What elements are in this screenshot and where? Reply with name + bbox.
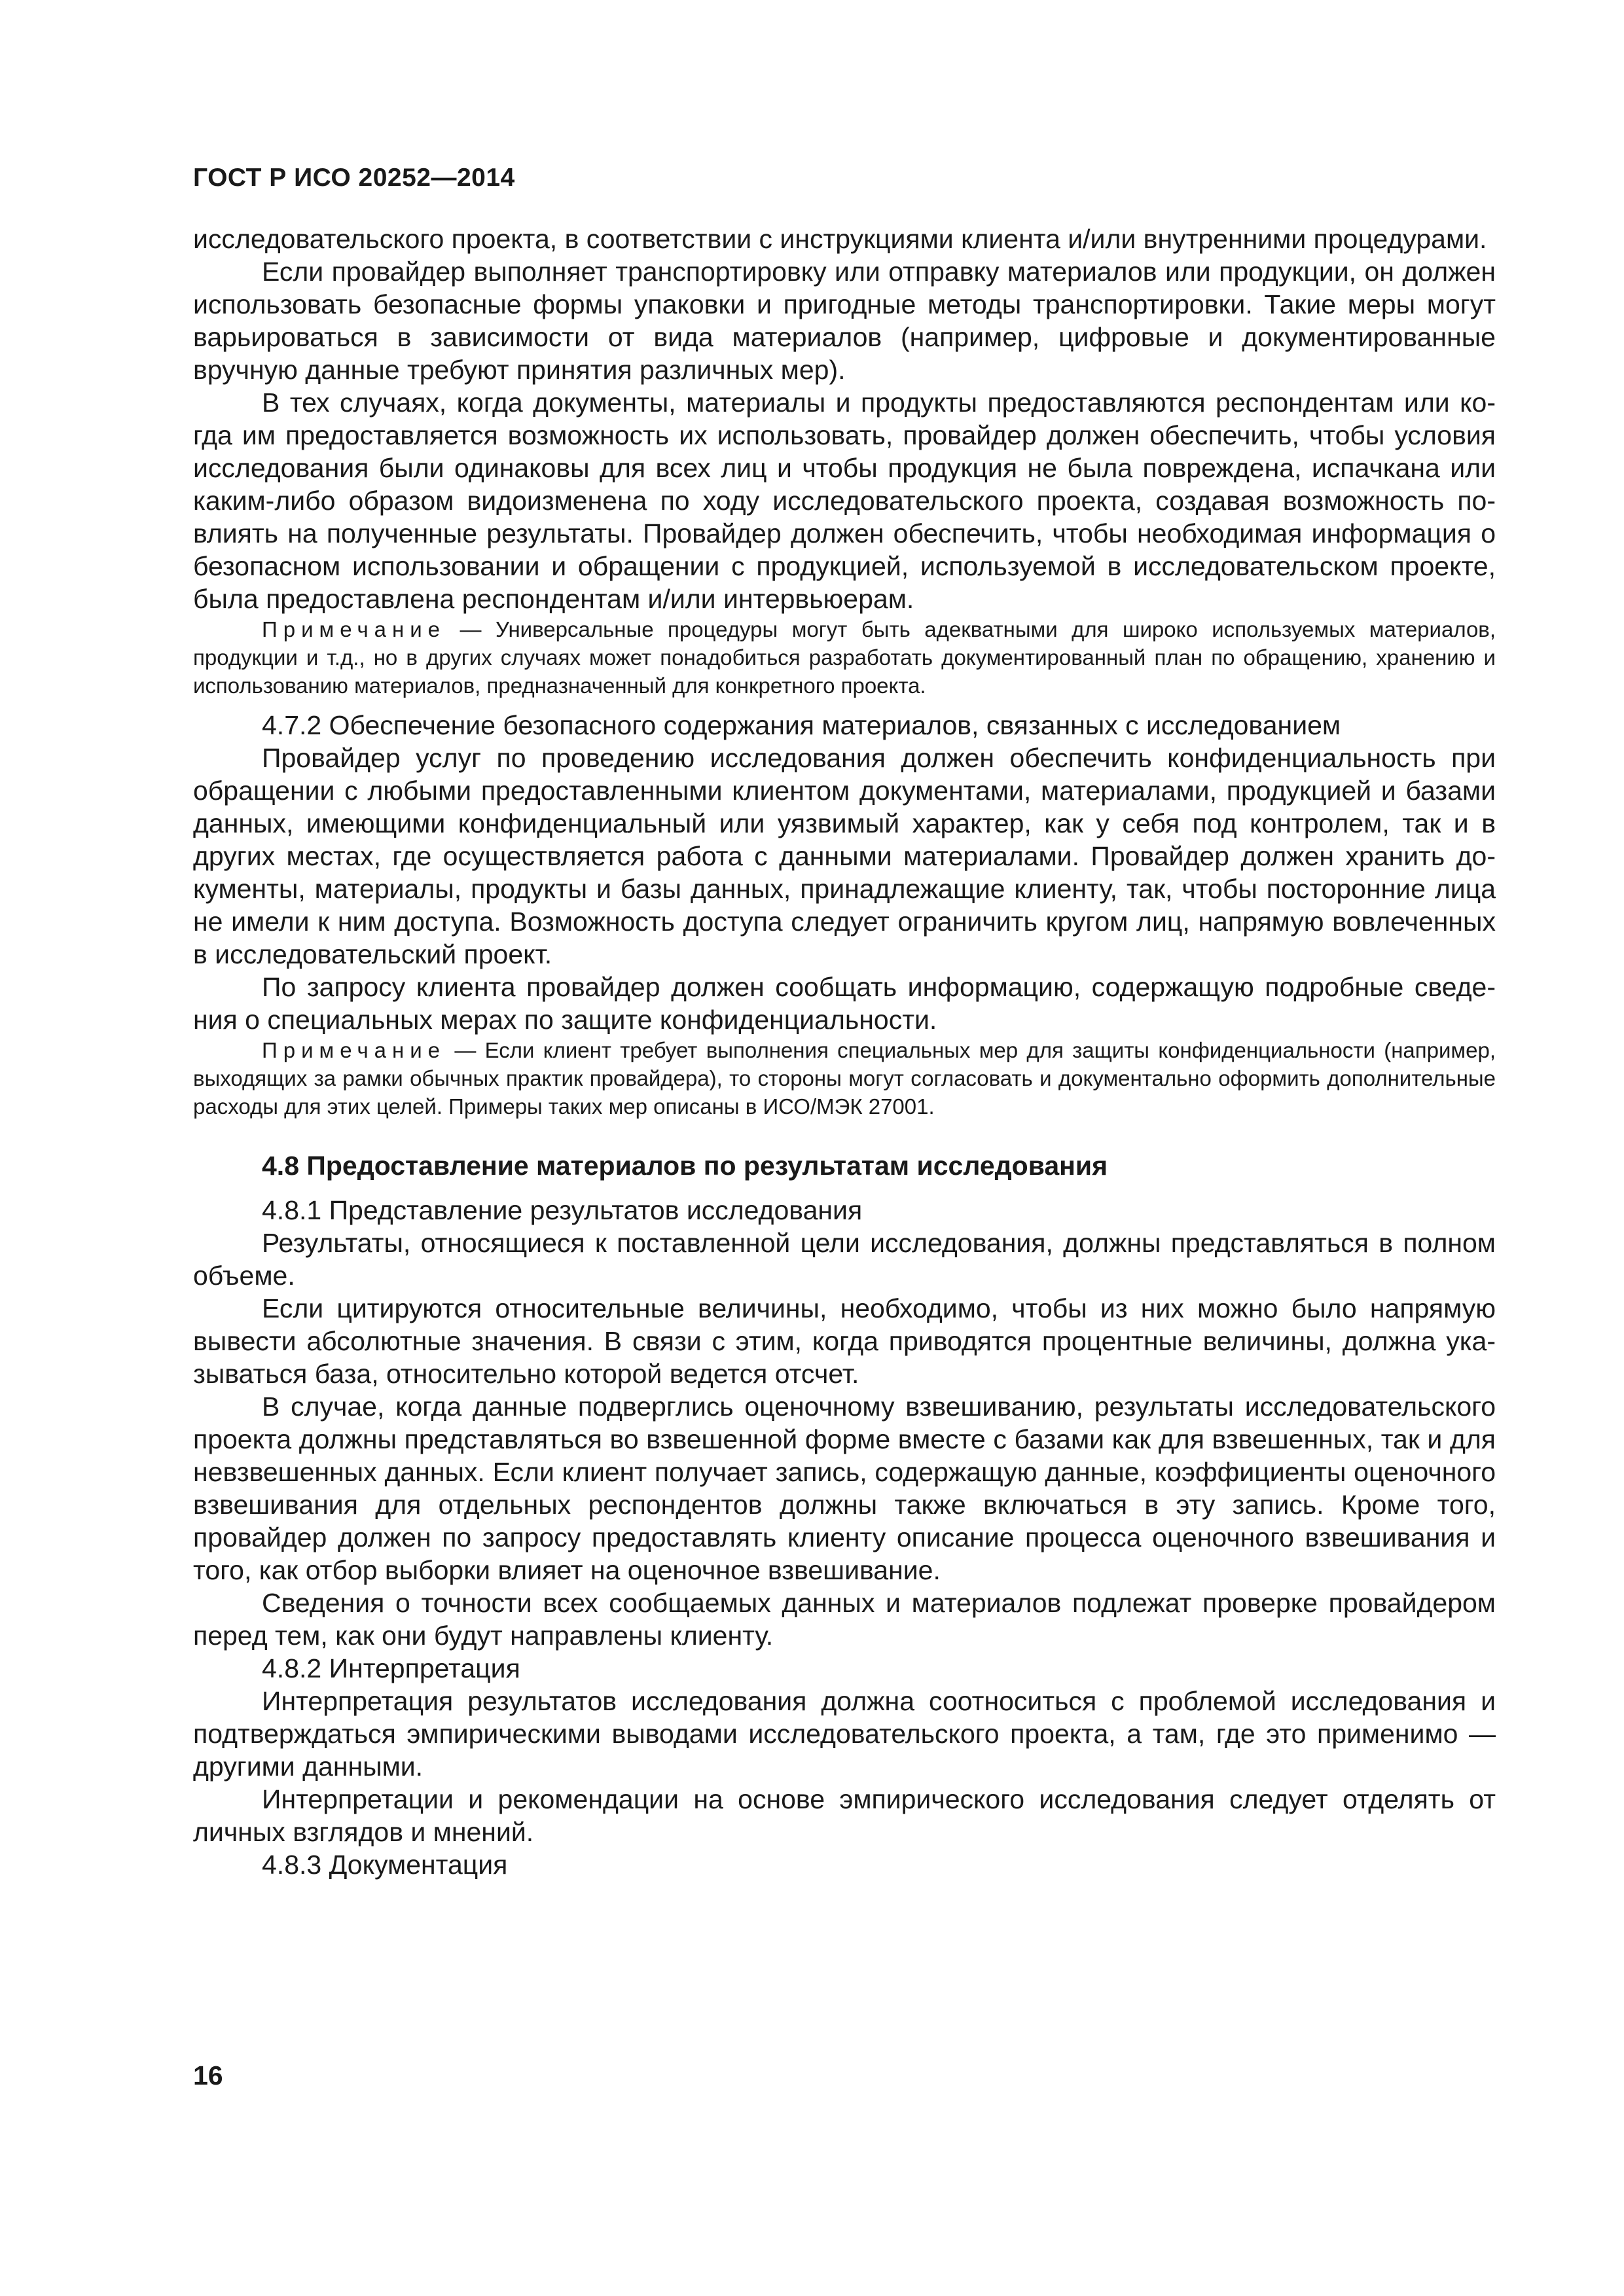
paragraph-client-request: По запросу клиента провайдер должен сообщать информацию, содержащую подробные сведения о специальных мерах по защите конфиденциальности. — [193, 972, 1496, 1035]
paragraph-accuracy: Сведения о точности всех сообщаемых данных и материалов подлежат проверке провайдером перед тем, как они будут направлены клиенту. — [193, 1588, 1496, 1651]
note-label: Примечание — [262, 617, 446, 641]
document-header-title: ГОСТ Р ИСО 20252—2014 — [193, 164, 515, 192]
subsection-4-8-3-heading: 4.8.3 Документация — [262, 1850, 508, 1880]
paragraph-weighting: В случае, когда данные подверглись оценочному взвешиванию, результаты исследовательского проекта должны представляться во взвешенной форме вместе с базами как для взвешенных, так и для невзвешенных данных. Если клиент получает запись, содержащую данные, коэффициенты оценочного взвешивания для отдельных респондентов должны также включаться в эту запись. Кроме того, провайдер должен по запросу предоставлять клиенту описание процесса оценочного взвешивания и того, как отбор выборки влияет на оценочное взвешивание. — [193, 1391, 1496, 1585]
paragraph-full-results: Результаты, относящиеся к поставленной цели исследования, должны представляться в полном объеме. — [193, 1228, 1496, 1291]
paragraph-relative-values: Если цитируются относительные величины, необходимо, чтобы из них можно было напрямую вывести абсолютные значения. В связи с этим, когда приводятся процентные величины, должна указываться база, относительно которой ведется отсчет. — [193, 1293, 1496, 1389]
paragraph-transport: Если провайдер выполняет транспортировку или отправку материалов или продукции, он должен использовать безопасные формы упаковки и пригодные методы транспортировки. Такие меры могут варьироваться в зависимости от вида материалов (например, цифровые и документированные вручную данные требуют принятия различных мер). — [193, 257, 1496, 385]
section-4-8-heading: 4.8 Предоставление материалов по результатам исследования — [262, 1151, 1108, 1181]
paragraph-continuation: исследовательского проекта, в соответствии с инструкциями клиента и/или внутренними процедурами. — [193, 224, 1487, 254]
subsection-4-8-1-heading: 4.8.1 Представление результатов исследования — [262, 1195, 863, 1225]
note-text: — Если клиент требует выполнения специальных мер для защиты конфиденциальности (например, выходящих за рамки обычных практик провайдера), то стороны могут согласовать и документально оформить дополнительные расходы для этих целей. Примеры таких мер описаны в ИСО/МЭК 27001. — [193, 1038, 1496, 1119]
page-number: 16 — [193, 2060, 223, 2090]
note-label: Примечание — [262, 1038, 446, 1062]
paragraph-respondent-conditions: В тех случаях, когда документы, материалы и продукты предоставляются респондентам или когда им предоставляется возможность их использовать, провайдер должен обеспечить, чтобы условия исследования были одинаковы для всех лиц и чтобы продукция не была повреждена, испачкана или каким-либо образом видоизменена по ходу исследовательского проекта, создавая возможность повлиять на полученные результаты. Провайдер должен обеспечить, чтобы необходимая информация о безопасном использовании и обращении с продукцией, используемой в исследовательском проекте, была предоставлена респондентам и/или интервьюерам. — [193, 387, 1496, 614]
subsection-4-8-2-heading: 4.8.2 Интерпретация — [262, 1653, 520, 1683]
paragraph-confidentiality: Провайдер услуг по проведению исследования должен обеспечить конфиденциальность при обращении с любыми предоставленными клиентом документами, материалами, продукцией и базами данных, имеющими конфиденциальный или уязвимый характер, как у себя под контролем, так и в других местах, где осуществляется работа с данными материалами. Провайдер должен хранить документы, материалы, продукты и базы данных, принадлежащие клиенту, так, чтобы посторонние лица не имели к ним доступа. Возможность доступа следует ограничить кругом лиц, напрямую вовлеченных в исследовательский проект. — [193, 743, 1496, 969]
subsection-4-7-2-heading: 4.7.2 Обеспечение безопасного содержания материалов, связанных с исследованием — [262, 710, 1341, 740]
note-universal-procedures — [193, 615, 1496, 700]
document-body — [193, 223, 1496, 1881]
note-special-measures — [193, 1036, 1496, 1121]
paragraph-recommendations: Интерпретации и рекомендации на основе эмпирического исследования следует отделять от личных взглядов и мнений. — [193, 1784, 1496, 1847]
paragraph-interpretation: Интерпретация результатов исследования должна соотноситься с проблемой исследования и подтверждаться эмпирическими выводами исследовательского проекта, а там, где это применимо — другими данными. — [193, 1686, 1496, 1782]
note-text: — Универсальные процедуры могут быть адекватными для широко используемых материалов, продукции и т.д., но в других случаях может понадобиться разработать документированный план по обращению, хранению и использованию материалов, предназначенный для конкретного проекта. — [193, 617, 1496, 698]
